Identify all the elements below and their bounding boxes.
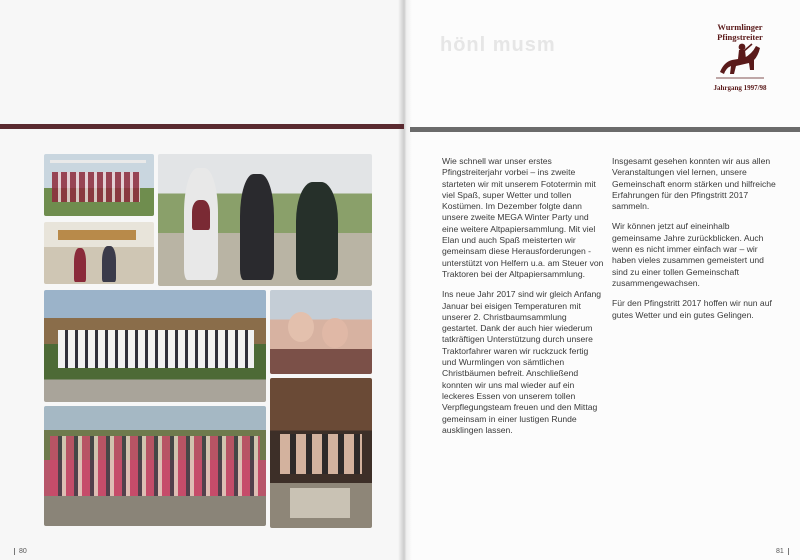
logo-title: Wurmlinger Pfingstreiter <box>717 22 763 42</box>
photo-group-dirndl <box>44 406 266 526</box>
photo-two-girls-selfie <box>270 290 372 374</box>
photo-group-building <box>44 290 266 402</box>
page-number-right <box>776 548 789 555</box>
page-number-right-text: 81 <box>776 548 789 555</box>
page-number-left-text: 80 <box>14 548 27 555</box>
article-column-2 <box>612 156 776 330</box>
photo-four-men-road <box>158 154 372 286</box>
club-logo <box>700 22 780 102</box>
article-paragraph: Wir können jetzt auf eineinhalb gemeinsame Jahre zurückblicken. Auch wenn es nicht immer einfach war – wir haben vieles zusammen gemeistert und sind zu einer tollen Gemeinschaft zusammengewachsen. <box>612 221 764 288</box>
article-paragraph: Ins neue Jahr 2017 sind wir gleich Anfang Januar bei eisigen Temperaturen mit unserer 2. Christbaumsammlung gestartet. Dank der auch hier wiederum tatkräftigen Unterstützung durch unsere Traktorfahrer waren wir ruckzuck fertig und Wurmlingen von sämtlichen Christbäumen befreit. Anschließend konnten wir uns mal wieder auf ein leckeres Essen von unserem tollen Verpflegungsteam freuen und den Mittag gemeinsam in einer lustigen Runde ausklingen lassen. <box>442 289 602 435</box>
logo-year: Jahrgang 1997/98 <box>713 84 767 92</box>
section-rule-right <box>410 127 800 132</box>
page-number-left <box>14 548 27 555</box>
photo-tent-booth <box>44 222 154 284</box>
ghost-heading: hönl musm <box>440 34 556 56</box>
article-column-1 <box>442 156 604 445</box>
horse-rider-icon <box>714 36 766 84</box>
article-paragraph: Wie schnell war unser erstes Pfingstreiterjahr vorbei – ins zweite starteten wir mit unserem Fototermin mit viel Spaß, super Wetter und tollen Kostümen. Im Dezember folgte dann unsere zweite MEGA Winter Party und eine weitere Altpapiersammlung. Mit viel Elan und auch Spaß meisterten wir gemeinsam diese Herausforderungen - unterstützt von Helfern u.a. am Steuer von Traktoren bei der Altpapiersammlung. <box>442 156 604 279</box>
article-paragraph: Insgesamt gesehen konnten wir aus allen Veranstaltungen viel lernen, unsere Gemeinschaft enorm stärken und hilfreiche Erfahrungen für den Pfingstritt 2017 sammeln. <box>612 156 776 212</box>
section-rule-left <box>0 124 404 129</box>
photo-indoor-dinner <box>270 378 372 528</box>
book-spine <box>398 0 412 560</box>
photo-group-field <box>44 154 154 216</box>
article-paragraph: Für den Pfingstritt 2017 hoffen wir nun auf gutes Wetter und ein gutes Gelingen. <box>612 298 772 320</box>
